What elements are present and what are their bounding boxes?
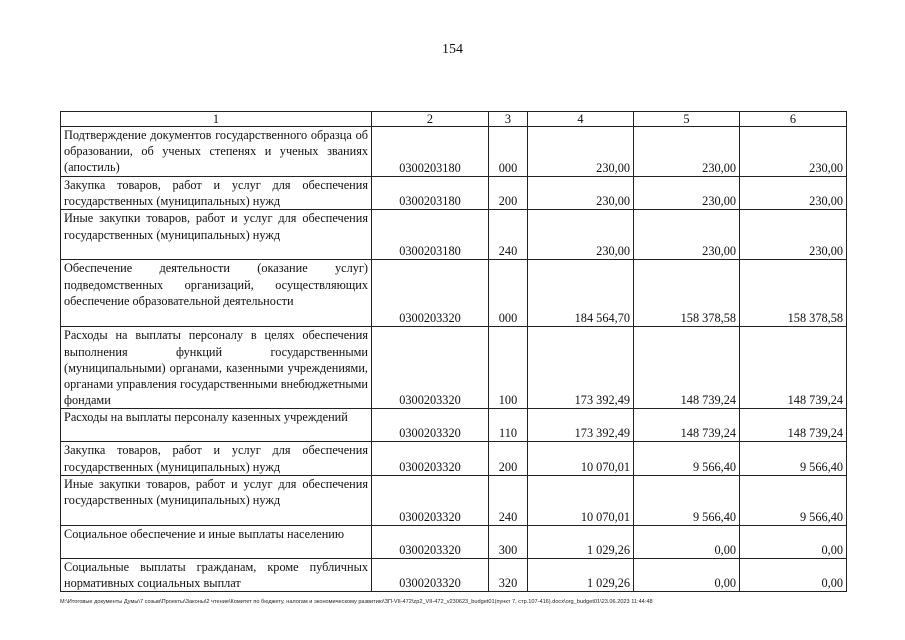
table-row <box>61 177 847 210</box>
budget-table <box>60 111 847 592</box>
expense-type: 000 <box>489 260 528 327</box>
expense-name: Социальные выплаты гражданам, кроме публичных нормативных социальных выплат <box>61 558 372 591</box>
amount-col4: 10 070,01 <box>528 475 634 525</box>
table-header-row <box>61 112 847 127</box>
table-row <box>61 327 847 409</box>
table-row <box>61 210 847 260</box>
amount-col5: 158 378,58 <box>634 260 740 327</box>
target-code: 0300203180 <box>372 210 489 260</box>
amount-col5: 9 566,40 <box>634 475 740 525</box>
amount-col4: 173 392,49 <box>528 327 634 409</box>
amount-col6: 148 739,24 <box>740 409 847 442</box>
expense-type: 000 <box>489 127 528 177</box>
table-row <box>61 127 847 177</box>
amount-col4: 1 029,26 <box>528 525 634 558</box>
table-row <box>61 475 847 525</box>
table-row <box>61 260 847 327</box>
table-row <box>61 442 847 475</box>
expense-type: 240 <box>489 475 528 525</box>
table-row <box>61 525 847 558</box>
expense-name: Подтверждение документов государственного образца об образовании, об ученых степенях и ученых званиях (апостиль) <box>61 127 372 177</box>
document-path-footer: M:\Итоговые документы Думы\7 созыв\Проекты\Законы\2 чтение\Комитет по бюджету, налогам и экономическому развитию\ЗП-VII-472\zp2_VII-472_v230623_budget01(пункт 7, стр.107-416).docx\org_budget01\23.06.2023 11:44:48 <box>60 599 653 605</box>
amount-col5: 148 739,24 <box>634 409 740 442</box>
target-code: 0300203180 <box>372 127 489 177</box>
amount-col6: 148 739,24 <box>740 327 847 409</box>
amount-col4: 184 564,70 <box>528 260 634 327</box>
amount-col5: 230,00 <box>634 127 740 177</box>
amount-col5: 9 566,40 <box>634 442 740 475</box>
amount-col6: 9 566,40 <box>740 442 847 475</box>
target-code: 0300203320 <box>372 327 489 409</box>
amount-col6: 230,00 <box>740 177 847 210</box>
target-code: 0300203320 <box>372 475 489 525</box>
expense-name: Расходы на выплаты персоналу в целях обеспечения выполнения функций государственными (муниципальными) органами, казенными учреждениями, органами управления государственными внебюджетными фондами <box>61 327 372 409</box>
column-header: 5 <box>634 112 740 127</box>
table-row <box>61 558 847 591</box>
expense-type: 200 <box>489 177 528 210</box>
column-header: 4 <box>528 112 634 127</box>
amount-col4: 10 070,01 <box>528 442 634 475</box>
target-code: 0300203320 <box>372 442 489 475</box>
column-header: 6 <box>740 112 847 127</box>
expense-name: Закупка товаров, работ и услуг для обеспечения государственных (муниципальных) нужд <box>61 177 372 210</box>
amount-col5: 230,00 <box>634 177 740 210</box>
expense-name: Расходы на выплаты персоналу казенных учреждений <box>61 409 372 442</box>
amount-col6: 158 378,58 <box>740 260 847 327</box>
column-header: 2 <box>372 112 489 127</box>
page-number: 154 <box>442 42 463 57</box>
amount-col6: 230,00 <box>740 127 847 177</box>
expense-type: 320 <box>489 558 528 591</box>
amount-col6: 0,00 <box>740 558 847 591</box>
expense-name: Иные закупки товаров, работ и услуг для обеспечения государственных (муниципальных) нужд <box>61 475 372 525</box>
target-code: 0300203320 <box>372 558 489 591</box>
amount-col4: 230,00 <box>528 210 634 260</box>
column-header: 1 <box>61 112 372 127</box>
target-code: 0300203320 <box>372 525 489 558</box>
amount-col6: 0,00 <box>740 525 847 558</box>
target-code: 0300203320 <box>372 409 489 442</box>
column-header: 3 <box>489 112 528 127</box>
expense-name: Обеспечение деятельности (оказание услуг) подведомственных организаций, осуществляющих обеспечение образовательной деятельности <box>61 260 372 327</box>
amount-col5: 148 739,24 <box>634 327 740 409</box>
expense-type: 240 <box>489 210 528 260</box>
amount-col4: 230,00 <box>528 177 634 210</box>
amount-col4: 173 392,49 <box>528 409 634 442</box>
amount-col6: 230,00 <box>740 210 847 260</box>
amount-col6: 9 566,40 <box>740 475 847 525</box>
amount-col5: 0,00 <box>634 558 740 591</box>
expense-type: 110 <box>489 409 528 442</box>
expense-name: Иные закупки товаров, работ и услуг для обеспечения государственных (муниципальных) нужд <box>61 210 372 260</box>
expense-type: 200 <box>489 442 528 475</box>
amount-col4: 230,00 <box>528 127 634 177</box>
expense-type: 300 <box>489 525 528 558</box>
table-row <box>61 409 847 442</box>
expense-name: Социальное обеспечение и иные выплаты населению <box>61 525 372 558</box>
amount-col4: 1 029,26 <box>528 558 634 591</box>
expense-type: 100 <box>489 327 528 409</box>
expense-name: Закупка товаров, работ и услуг для обеспечения государственных (муниципальных) нужд <box>61 442 372 475</box>
target-code: 0300203180 <box>372 177 489 210</box>
amount-col5: 230,00 <box>634 210 740 260</box>
target-code: 0300203320 <box>372 260 489 327</box>
amount-col5: 0,00 <box>634 525 740 558</box>
